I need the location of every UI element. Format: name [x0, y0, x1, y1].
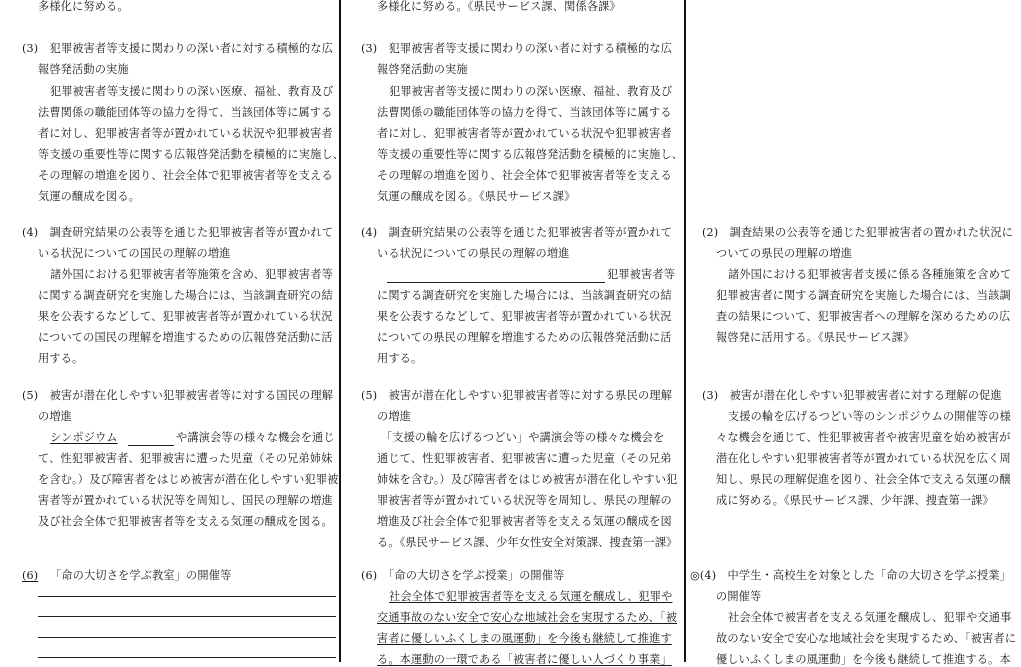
text-line: の開催等 — [716, 590, 762, 603]
text-line: 等支援の重要性等に関する広報啓発活動を積極的に実施し、 — [38, 148, 345, 161]
section-number: (6) — [22, 569, 39, 582]
text-line: 用する。 — [377, 352, 423, 365]
text-line: 者に対し、犯罪被害者等が置かれている状況や犯罪被害者 — [377, 127, 672, 140]
text-line: 報啓発活動の実施 — [377, 63, 468, 76]
underlined-line: る。本運動の一環である「被害者に優しい人づくり事業」 — [377, 653, 672, 666]
text-line: 成に努める。《県民サービス課、少年課、捜査第一課》 — [716, 494, 994, 507]
text-line: や講演会等の様々な機会を通じ — [176, 431, 335, 444]
text-line: 姉妹を含む。）及び障害者をはじめ被害が潜在化しやすい犯 — [377, 473, 678, 486]
text-line: いる状況についての国民の理解の増進 — [38, 247, 231, 260]
text-line: 諸外国における犯罪被害者等施策を含め、犯罪被害者等 — [50, 268, 333, 281]
text-line: 果を公表するなどして、犯罪被害者等が置かれている状況 — [377, 310, 672, 323]
text-line: に関する調査研究を実施した場合には、当該調査研究の結 — [377, 289, 672, 302]
blank-line — [38, 637, 336, 638]
blank-line — [38, 657, 336, 658]
section-heading: (4) 調査研究結果の公表等を通じた犯罪被害者等が置かれて — [361, 226, 673, 239]
text-line: についての県民の理解を増進するための広報啓発活動に活 — [377, 331, 672, 344]
text-line: 法曹関係の職能団体等の協力を得て、当該団体等に属する — [377, 106, 672, 119]
section-heading: 「命の大切さを学ぶ教室」の開催等 — [50, 569, 232, 582]
text-line: 犯罪被害者に関する調査研究を実施した場合には、当該調 — [716, 289, 1011, 302]
text-line: 査の結果について、犯罪被害者への理解を深めるための広 — [716, 310, 1011, 323]
text-line: 通じて、性犯罪被害者、犯罪被害に遭った児童（その兄弟 — [377, 452, 672, 465]
blank-line — [38, 616, 336, 617]
text-line: 果を公表するなどして、犯罪被害者等が置かれている状況 — [38, 310, 333, 323]
section-heading: (3) 犯罪被害者等支援に関わりの深い者に対する積極的な広 — [361, 42, 673, 55]
text-line: 報啓発に活用する。《県民サービス課》 — [716, 331, 915, 344]
text-line: 等支援の重要性等に関する広報啓発活動を積極的に実施し、 — [377, 148, 684, 161]
text-line: 者に対し、犯罪被害者等が置かれている状況や犯罪被害者 — [38, 127, 333, 140]
text-line: ついての県民の理解の増進 — [716, 247, 853, 260]
blank-underline — [387, 282, 605, 283]
text-line: 優しいふくしまの風運動」を今後も継続して推進する。本 — [716, 653, 1011, 666]
text-line: て、性犯罪被害者、犯罪被害に遭った児童（その兄弟姉妹 — [38, 452, 333, 465]
section-heading: (2) 調査結果の公表等を通じた犯罪被害者の置かれた状況に — [702, 226, 1014, 239]
text-line: 増進及び社会全体で犯罪被害者等を支える気運の醸成を図 — [377, 515, 672, 528]
section-heading: (4) 調査研究結果の公表等を通じた犯罪被害者等が置かれて — [22, 226, 334, 239]
text-line: 犯罪被害者等支援に関わりの深い医療、福祉、教育及び — [389, 85, 673, 98]
text-line: に関する調査研究を実施した場合には、当該調査研究の結 — [38, 289, 333, 302]
text-line: 支援の輪を広げるつどい等のシンポジウムの開催等の様 — [728, 410, 1011, 423]
text-line: の増進 — [377, 410, 412, 423]
text-line: 潜在化しやすい犯罪被害者等が置かれている状況を広く周 — [716, 452, 1011, 465]
section-heading: (5) 被害が潜在化しやすい犯罪被害者等に対する県民の理解 — [361, 389, 673, 402]
section-heading: (3) 犯罪被害者等支援に関わりの深い者に対する積極的な広 — [22, 42, 334, 55]
text-line: る。《県民サービス課、少年女性安全対策課、捜査第一課》 — [377, 536, 678, 549]
column-revised — [341, 0, 686, 666]
column-current — [686, 0, 1021, 666]
text-line: 故のない安全で安心な地域社会を実現するため、「被害者に — [716, 632, 1017, 645]
text-line: その理解の増進を図り、社会全体で犯罪被害者等を支える — [377, 169, 672, 182]
underlined-term: シンポジウム — [50, 431, 118, 444]
text-line: 報啓発活動の実施 — [38, 63, 129, 76]
text-line: 罪被害者等が置かれている状況等を周知し、県民の理解の — [377, 494, 672, 507]
text-line: 犯罪被害者等 — [607, 268, 676, 281]
text-line: 知し、県民の理解促進を図り、社会全体で支える気運の醸 — [716, 473, 1011, 486]
text-line: 気運の醸成を図る。《県民サービス課》 — [377, 190, 576, 203]
underlined-line: 害者に優しいふくしまの風運動」を今後も継続して推進す — [377, 632, 672, 645]
section-heading: (6) 「命の大切さを学ぶ授業」の開催等 — [361, 569, 565, 582]
text-line: 多様化に努める。 — [38, 0, 129, 13]
blank-underline — [128, 445, 174, 446]
text-line: についての国民の理解を増進するための広報啓発活動に活 — [38, 331, 333, 344]
text-line: 諸外国における犯罪被害者支援に係る各種施策を含めて — [728, 268, 1012, 281]
text-line: 社会全体で被害者を支える気運を醸成し、犯罪や交通事 — [728, 611, 1012, 624]
text-line: 々な機会を通じて、性犯罪被害者や被害児童を始め被害が — [716, 431, 1011, 444]
section-heading: (5) 被害が潜在化しやすい犯罪被害者等に対する国民の理解 — [22, 389, 334, 402]
text-line: いる状況についての県民の理解の増進 — [377, 247, 570, 260]
text-line: を含む。）及び障害者をはじめ被害が潜在化しやすい犯罪被 — [38, 473, 339, 486]
text-line: その理解の増進を図り、社会全体で犯罪被害者等を支える — [38, 169, 333, 182]
text-line: の増進 — [38, 410, 73, 423]
text-line: 気運の醸成を図る。 — [38, 190, 141, 203]
text-line: 「支援の輪を広げるつどい」や講演会等の様々な機会を — [381, 431, 665, 444]
text-line: 犯罪被害者等支援に関わりの深い医療、福祉、教育及び — [50, 85, 334, 98]
text-line: 用する。 — [38, 352, 84, 365]
blank-line — [38, 596, 336, 597]
section-heading: ◎(4) 中学生・高校生を対象とした「命の大切さを学ぶ授業」 — [690, 569, 1011, 582]
text-line: 多様化に努める。《県民サービス課、関係各課》 — [377, 0, 621, 13]
text-line: 法曹関係の職能団体等の協力を得て、当該団体等に属する — [38, 106, 333, 119]
text-line: 害者等が置かれている状況等を周知し、国民の理解の増進 — [38, 494, 333, 507]
section-heading: (3) 被害が潜在化しやすい犯罪被害者に対する理解の促進 — [702, 389, 1002, 402]
underlined-line: 交通事故のない安全で安心な地域社会を実現するため、「被 — [377, 611, 678, 624]
underlined-line: 社会全体で犯罪被害者等を支える気運を醸成し、犯罪や — [389, 590, 673, 603]
column-original — [0, 0, 345, 662]
text-line: 及び社会全体で犯罪被害者等を支える気運の醸成を図る。 — [38, 515, 333, 528]
